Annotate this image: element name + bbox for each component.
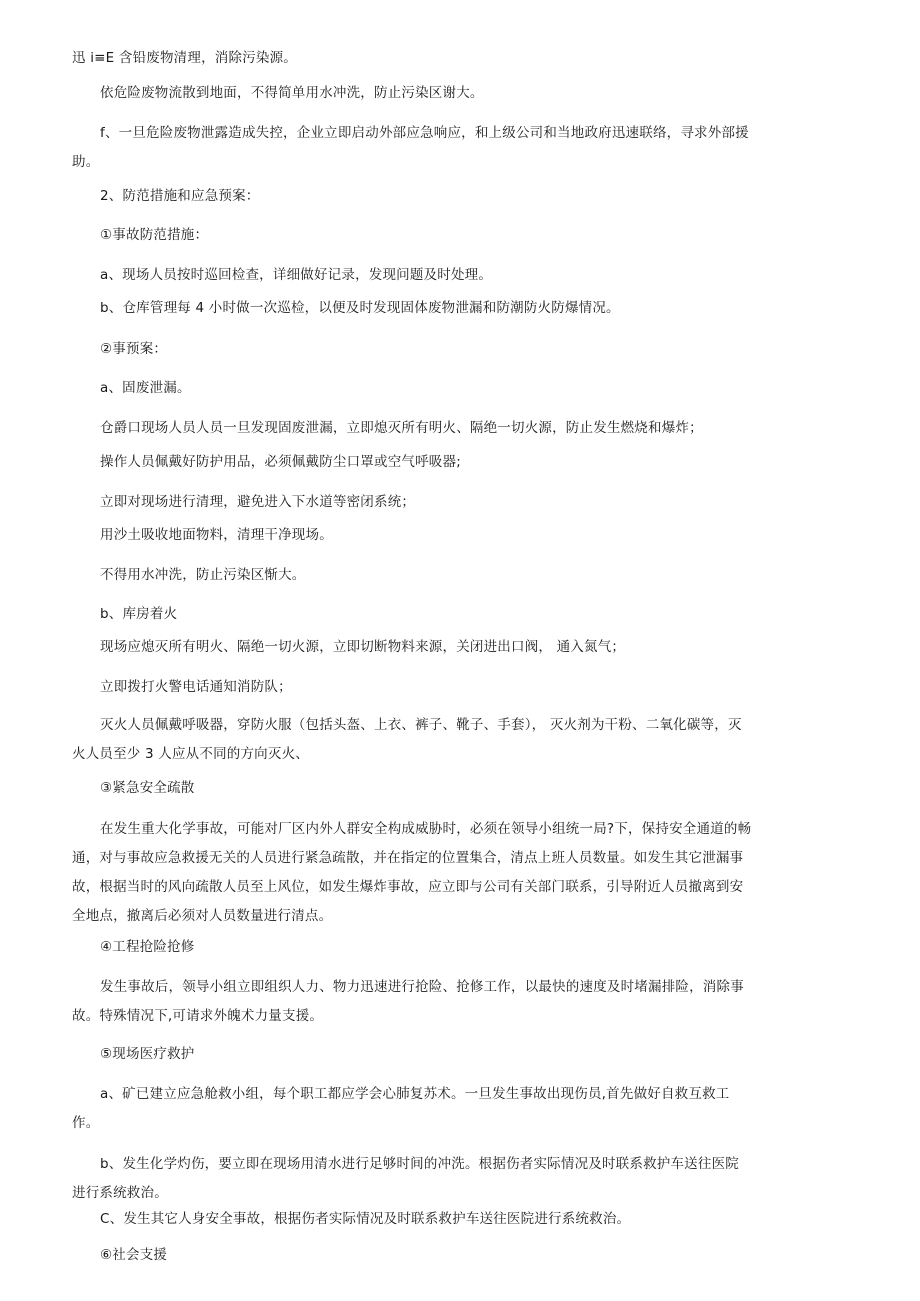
paragraph-4: 2、防范措施和应急预案：: [100, 188, 260, 204]
paragraph-26: C、发生其它人身安全事故，根据伤者实际情况及时联系救护车送往医院进行系统救治。: [100, 1211, 631, 1227]
paragraph-18: 灭火人员佩戴呼吸器，穿防火服（包括头盔、上衣、裤子、靴子、手套）， 灭火剂为干粉、二氧化碳等，灭火人员至少 3 人应从不同的方向灭火、: [72, 717, 742, 762]
paragraph-24: a、矿已建立应急舱救小组，每个职工都应学会心肺复苏术。一旦发生事故出现伤员,首先做好自救互救工作。: [72, 1086, 730, 1131]
paragraph-7: b、仓库管理每 4 小时做一次巡检，以便及时发现固体废物泄漏和防潮防火防爆情况。: [100, 300, 620, 316]
paragraph-22: 发生事故后，领导小组立即组织人力、物力迅速进行抢险、抢修工作，以最快的速度及时堵漏排险，消除事故。特殊情况下,可请求外魄术力量支援。: [72, 979, 744, 1024]
paragraph-5: ①事故防范措施：: [100, 227, 209, 243]
paragraph-15: b、库房着火: [100, 606, 178, 622]
paragraph-27: ⑥社会支援: [100, 1247, 168, 1263]
paragraph-6: a、现场人员按时巡回检查，详细做好记录，发现问题及时处理。: [100, 267, 493, 283]
paragraph-16: 现场应熄灭所有明火、隔绝一切火源，立即切断物料来源，关闭进出口阀， 通入氮气；: [100, 639, 626, 655]
paragraph-25: b、发生化学灼伤，要立即在现场用清水进行足够时间的冲洗。根据伤者实际情况及时联系救护车送往医院进行系统救治。: [72, 1156, 739, 1201]
paragraph-11: 操作人员佩戴好防护用品，必须佩戴防尘口罩或空气呼吸器;: [100, 454, 461, 470]
paragraph-17: 立即拨打火警电话通知消防队；: [100, 679, 292, 695]
paragraph-14: 不得用水冲洗，防止污染区惭大。: [100, 567, 306, 583]
paragraph-2: 依危险废物流散到地面，不得简单用水冲洗，防止污染区谢大。: [100, 85, 484, 101]
paragraph-10: 仓爵口现场人员人员一旦发现固废泄漏，立即熄灭所有明火、隔绝一切火源，防止发生燃烧和爆炸；: [100, 420, 703, 436]
paragraph-1: 迅 i≡E 含铅废物清理，消除污染源。: [72, 50, 297, 66]
paragraph-23: ⑤现场医疗救护: [100, 1046, 195, 1062]
paragraph-9: a、固废泄漏。: [100, 380, 191, 396]
paragraph-8: ②事预案：: [100, 341, 168, 357]
paragraph-3: f、一旦危险废物泄露造成失控，企业立即启动外部应急响应，和上级公司和当地政府迅速联络，寻求外部援助。: [72, 125, 749, 170]
paragraph-13: 用沙土吸收地面物料，清理干净现场。: [100, 527, 333, 543]
paragraph-21: ④工程抢险抢修: [100, 939, 195, 955]
paragraph-19: ③紧急安全疏散: [100, 780, 195, 796]
paragraph-20: 在发生重大化学事故，可能对厂区内外人群安全构成威胁时，必须在领导小组统一局?下，保持安全通道的畅通，对与事故应急救援无关的人员进行紧急疏散，并在指定的位置集合，清点上班人员数量。如发生其它泄漏事故，根据当时的风向疏散人员至上风位，如发生爆炸事故，应立即与公司有关部门联系，引导附近人员撤离到安全地点，撤离后必须对人员数量进行清点。: [72, 821, 752, 924]
paragraph-12: 立即对现场进行清理，避免进入下水道等密闭系统；: [100, 494, 416, 510]
